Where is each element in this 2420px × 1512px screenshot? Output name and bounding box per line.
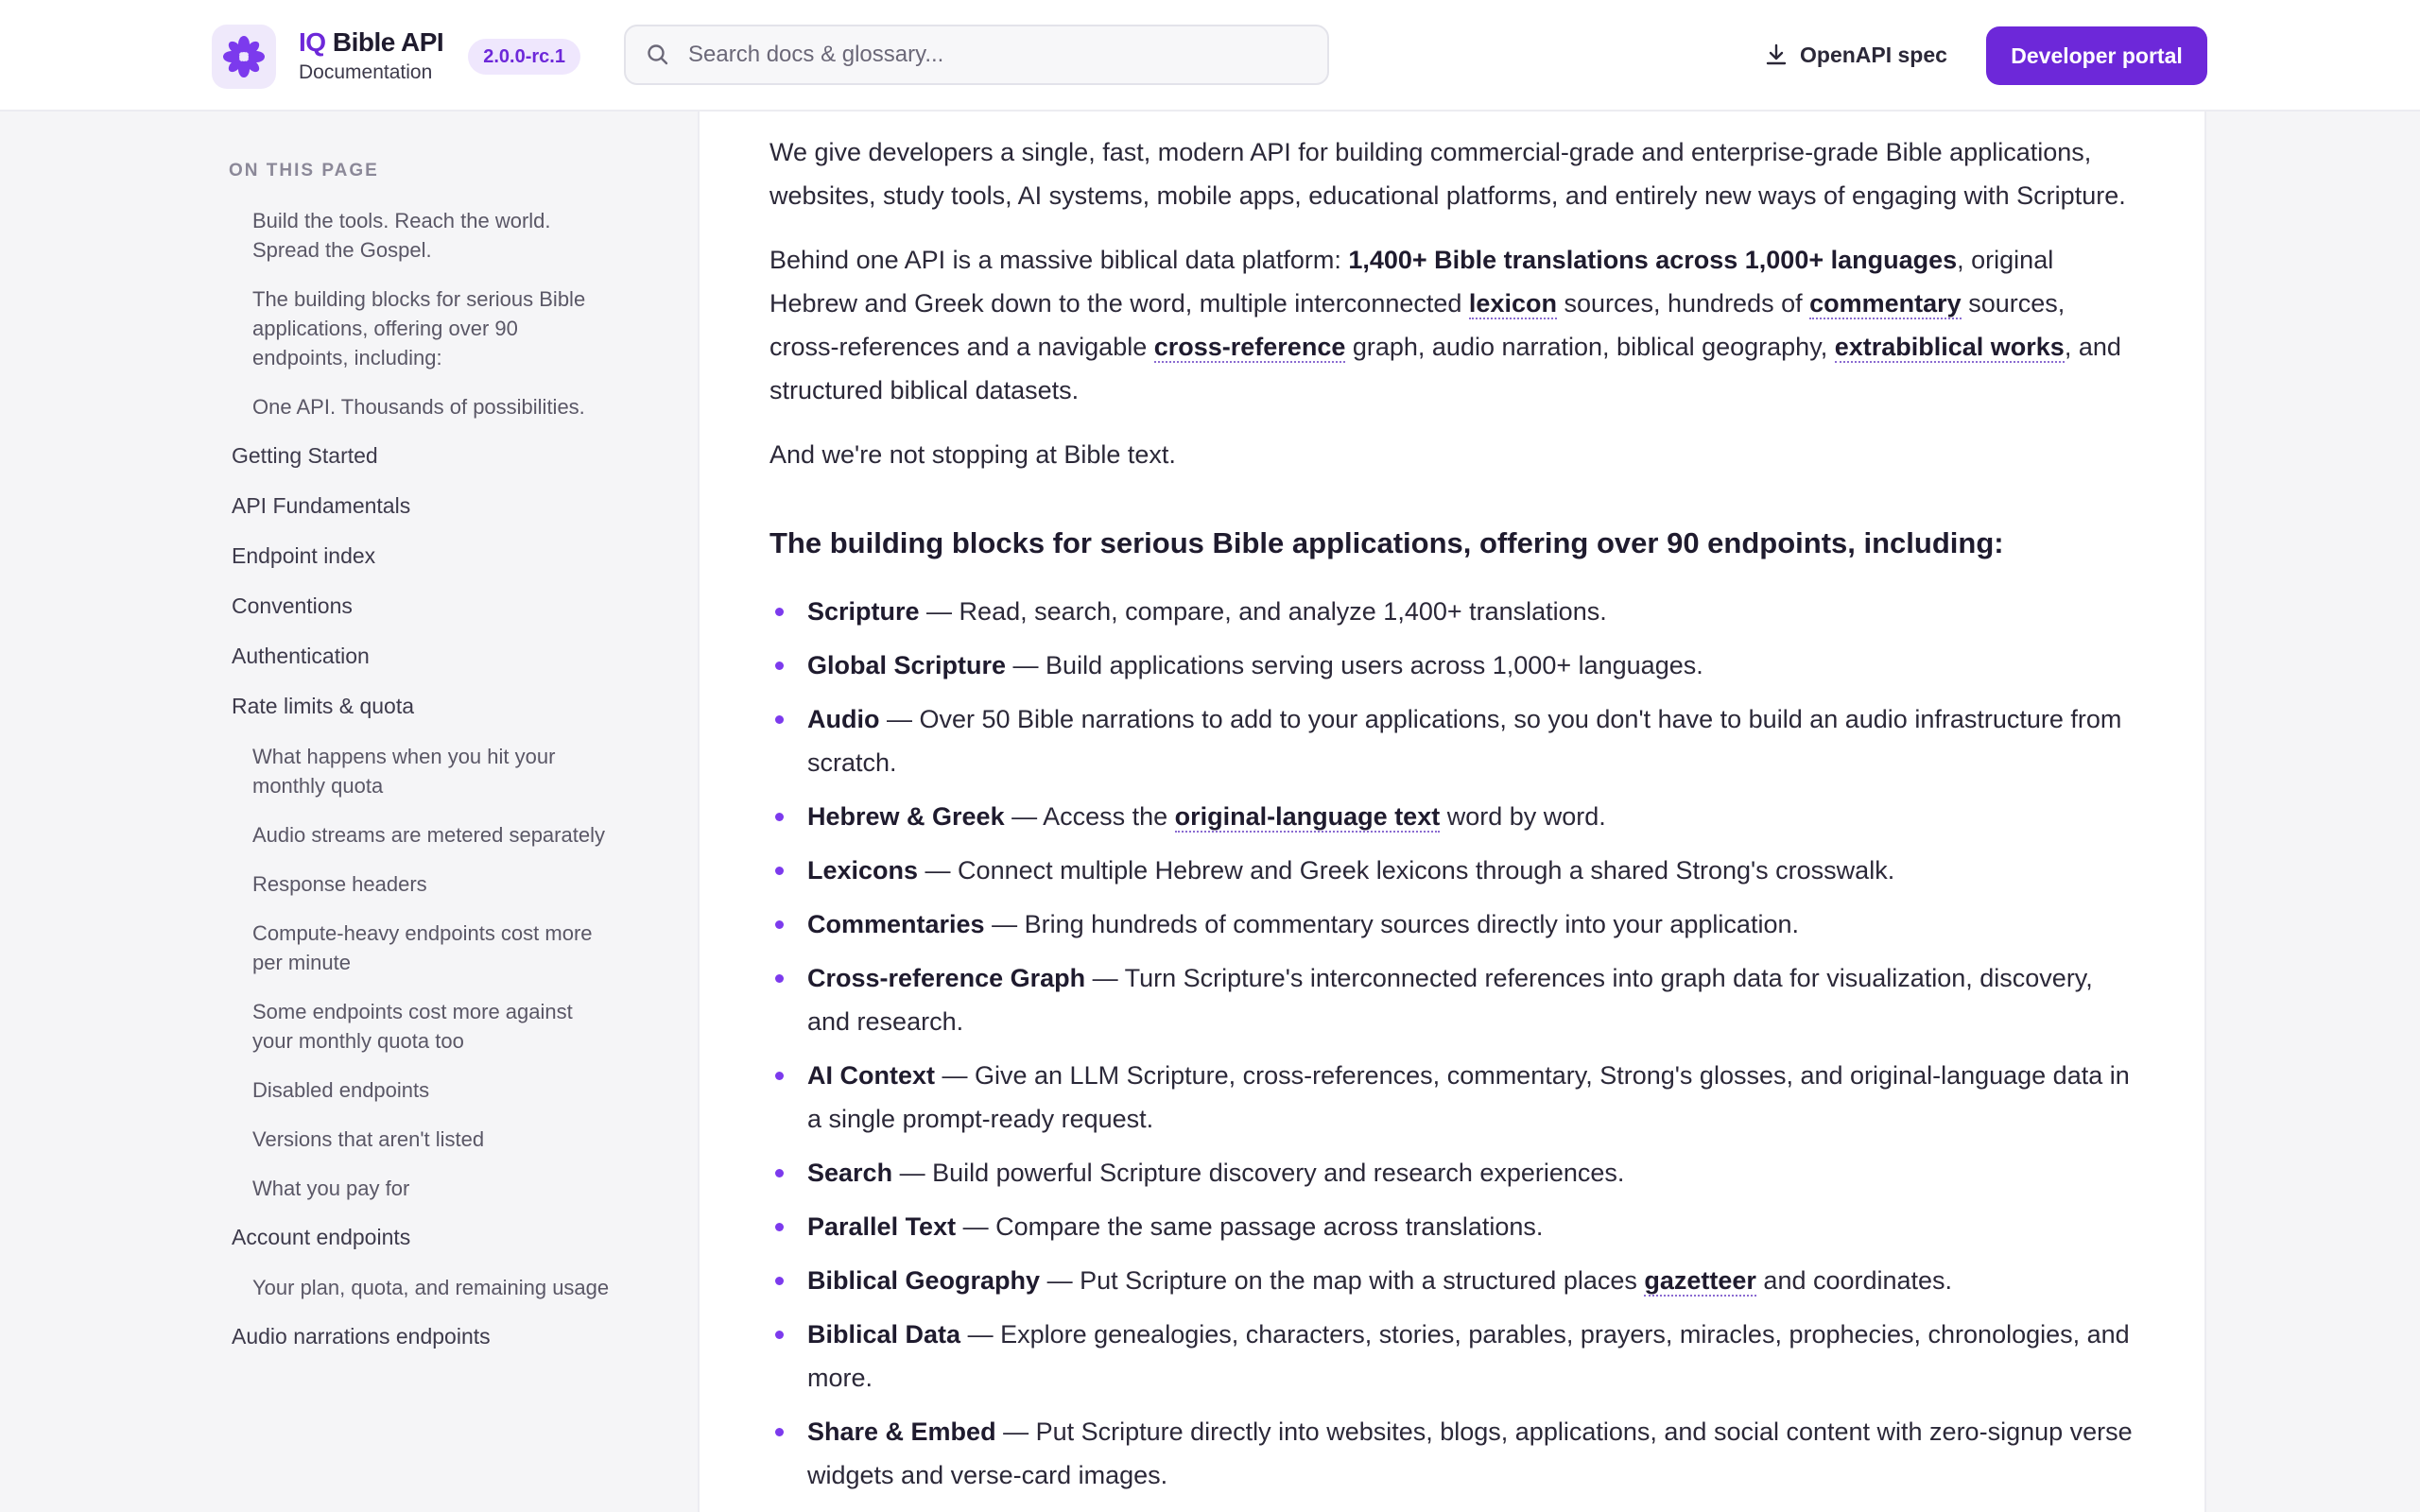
bullet-icon — [775, 608, 784, 616]
text: sources, hundreds of — [1556, 289, 1810, 318]
toc-item[interactable]: Conventions — [232, 593, 353, 618]
feature-description: — Read, search, compare, and analyze 1,400+ translations. — [919, 597, 1607, 626]
brand-iq: IQ — [299, 27, 326, 57]
feature-name: Hebrew & Greek — [807, 802, 1005, 831]
feature-name: Biblical Geography — [807, 1266, 1041, 1295]
openapi-spec-label: OpenAPI spec — [1800, 42, 1947, 67]
article — [769, 130, 2140, 1507]
brand-title — [299, 27, 443, 58]
bullet-icon — [775, 1277, 784, 1285]
feature-description: — Build powerful Scripture discovery and research experiences. — [892, 1159, 1625, 1187]
feature-item — [769, 697, 2140, 784]
feature-item — [769, 1410, 2140, 1497]
translations-highlight: 1,400+ Bible translations across 1,000+ languages — [1348, 246, 1958, 274]
toc-item[interactable]: Audio streams are metered separately — [252, 823, 605, 847]
table-of-contents — [232, 206, 610, 1372]
text: graph, audio narration, biblical geography, — [1345, 333, 1835, 361]
search-box[interactable] — [624, 25, 1329, 85]
feature-item — [769, 590, 2140, 633]
top-navigation-bar — [0, 0, 2420, 112]
feature-name: Audio — [807, 705, 880, 733]
brand-name: Bible API — [332, 27, 444, 57]
bullet-icon — [775, 1428, 784, 1436]
bullet-icon — [775, 974, 784, 983]
toc-item[interactable]: Rate limits & quota — [232, 694, 415, 718]
toc-item[interactable]: Audio narrations endpoints — [232, 1324, 491, 1349]
feature-description: — Build applications serving users across 1,000+ languages. — [1006, 651, 1703, 679]
cross-reference-glossary-link[interactable]: cross-reference — [1153, 333, 1346, 361]
feature-name: Share & Embed — [807, 1418, 996, 1446]
glossary-link[interactable]: gazetteer — [1644, 1266, 1756, 1295]
feature-description: — Compare the same passage across translations. — [956, 1212, 1544, 1241]
lexicon-glossary-link[interactable]: lexicon — [1468, 289, 1557, 318]
bullet-icon — [775, 1223, 784, 1231]
toc-item[interactable]: Account endpoints — [232, 1225, 411, 1249]
toc-item[interactable]: What you pay for — [252, 1177, 410, 1200]
sidebar — [0, 112, 698, 1512]
bullet-icon — [775, 867, 784, 875]
brand-subtitle: Documentation — [299, 61, 433, 83]
toc-item[interactable]: Versions that aren't listed — [252, 1127, 485, 1151]
toc-item[interactable]: Response headers — [252, 872, 427, 896]
text: , and structured biblical datasets. — [769, 333, 2121, 404]
feature-name: Scripture — [807, 597, 920, 626]
bullet-icon — [775, 1169, 784, 1177]
feature-item — [769, 902, 2140, 946]
toc-item[interactable]: Endpoint index — [232, 543, 376, 568]
feature-name: Parallel Text — [807, 1212, 957, 1241]
feature-item — [769, 795, 2140, 838]
feature-name: Search — [807, 1159, 893, 1187]
section-heading: The building blocks for serious Bible applications, offering over 90 endpoints, including: — [769, 526, 2004, 559]
feature-name: AI Context — [807, 1061, 935, 1090]
toc-item[interactable]: API Fundamentals — [232, 493, 411, 518]
feature-item — [769, 1313, 2140, 1400]
bullet-icon — [775, 715, 784, 724]
bullet-icon — [775, 662, 784, 670]
version-badge: 2.0.0-rc.1 — [468, 39, 580, 75]
toc-item[interactable]: Disabled endpoints — [252, 1078, 430, 1102]
feature-description: — Access the — [1004, 802, 1175, 831]
toc-item[interactable]: One API. Thousands of possibilities. — [252, 395, 585, 419]
intro-paragraph: We give developers a single, fast, modern API for building commercial-grade and enterprise-grade Bible applications, websites, study tools, AI systems, mobile apps, educational platforms, and entirely new ways of engaging with Scripture. — [769, 138, 2126, 210]
search-input[interactable] — [688, 42, 1293, 68]
developer-portal-button[interactable]: Developer portal — [1986, 26, 2207, 85]
download-icon — [1764, 43, 1789, 67]
feature-description: — Put Scripture directly into websites, blogs, applications, and social content with zero-signup verse widgets and verse-card images. — [807, 1418, 2133, 1489]
toc-item[interactable]: The building blocks for serious Bible applications, offering over 90 endpoints, including: — [252, 287, 586, 369]
toc-item[interactable]: Build the tools. Reach the world. Spread the Gospel. — [252, 209, 551, 262]
feature-description: — Give an LLM Scripture, cross-references, commentary, Strong's glosses, and original-language data in a single prompt-ready request. — [807, 1061, 2130, 1133]
feature-item — [769, 1054, 2140, 1141]
feature-list — [769, 590, 2140, 1497]
feature-item — [769, 1259, 2140, 1302]
feature-item — [769, 1205, 2140, 1248]
bullet-icon — [775, 1331, 784, 1339]
bullet-icon — [775, 813, 784, 821]
toc-item[interactable]: Some endpoints cost more against your monthly quota too — [252, 1000, 573, 1053]
feature-item — [769, 956, 2140, 1043]
feature-description: — Turn Scripture's interconnected references into graph data for visualization, discovery, and research. — [807, 964, 2093, 1036]
logo-icon — [212, 25, 276, 89]
feature-name: Lexicons — [807, 856, 919, 885]
feature-item — [769, 644, 2140, 687]
toc-heading: ON THIS PAGE — [229, 161, 379, 180]
feature-description: and coordinates. — [1755, 1266, 1953, 1295]
toc-item[interactable]: Getting Started — [232, 443, 378, 468]
feature-description: — Bring hundreds of commentary sources directly into your application. — [984, 910, 1799, 938]
toc-item[interactable]: Compute-heavy endpoints cost more per minute — [252, 921, 593, 974]
feature-description: — Put Scripture on the map with a structured places — [1040, 1266, 1645, 1295]
brand[interactable] — [212, 25, 580, 89]
text: Behind one API is a massive biblical data platform: — [769, 246, 1349, 274]
main-content — [698, 112, 2206, 1512]
feature-description: word by word. — [1440, 802, 1606, 831]
not-stopping-paragraph: And we're not stopping at Bible text. — [769, 440, 1176, 469]
feature-name: Biblical Data — [807, 1320, 961, 1349]
openapi-spec-link[interactable] — [1764, 34, 1947, 76]
toc-item[interactable]: What happens when you hit your monthly quota — [252, 745, 556, 798]
feature-description: — Over 50 Bible narrations to add to your applications, so you don't have to build an audio infrastructure from scratch. — [807, 705, 2122, 777]
feature-name: Global Scripture — [807, 651, 1007, 679]
feature-name: Cross-reference Graph — [807, 964, 1086, 992]
feature-description: — Connect multiple Hebrew and Greek lexicons through a shared Strong's crosswalk. — [918, 856, 1895, 885]
text: sources, cross-references and a navigable — [769, 289, 2066, 361]
extrabiblical-works-glossary-link[interactable]: extrabiblical works — [1834, 333, 2065, 361]
feature-name: Commentaries — [807, 910, 985, 938]
feature-item — [769, 849, 2140, 892]
search-icon — [645, 42, 671, 68]
toc-item[interactable]: Your plan, quota, and remaining usage — [252, 1276, 610, 1299]
toc-item[interactable]: Authentication — [232, 644, 370, 668]
feature-description: — Explore genealogies, characters, stories, parables, prayers, miracles, prophecies, chronologies, and more. — [807, 1320, 2130, 1392]
text: , original Hebrew and Greek down to the word, multiple interconnected — [769, 246, 2054, 318]
bullet-icon — [775, 1072, 784, 1080]
glossary-link[interactable]: original-language text — [1174, 802, 1441, 831]
brand-text — [299, 27, 443, 86]
bullet-icon — [775, 920, 784, 929]
feature-item — [769, 1151, 2140, 1194]
commentary-glossary-link[interactable]: commentary — [1809, 289, 1962, 318]
platform-paragraph — [769, 238, 2140, 412]
